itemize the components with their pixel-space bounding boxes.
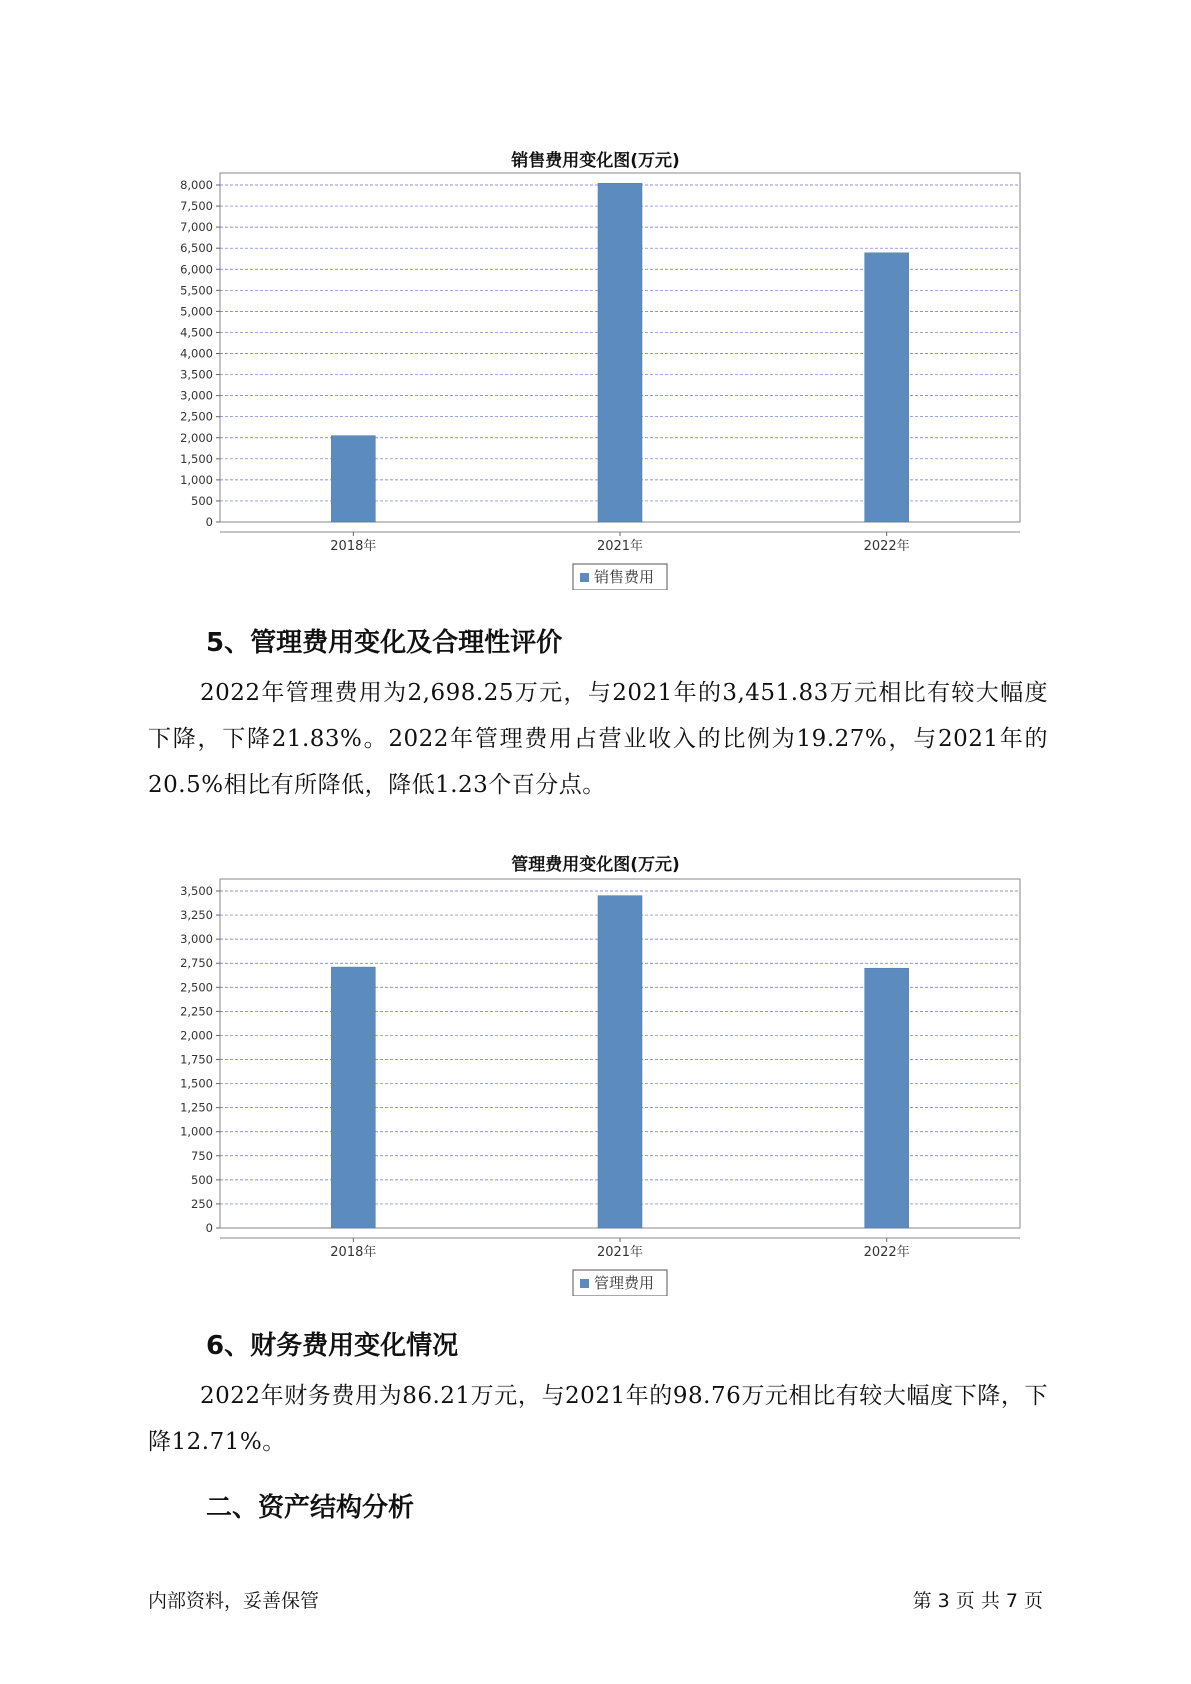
y-tick-label: 0 [205,1221,213,1235]
section-6-heading: 6、财务费用变化情况 [206,1331,459,1361]
y-tick-label: 2,000 [180,430,213,445]
footer-page-number: 第 3 页 共 7 页 [912,1590,1043,1612]
y-tick-label: 6,000 [180,262,213,277]
y-tick-label: 8,000 [180,178,213,192]
y-tick-label: 6,500 [180,241,213,256]
x-tick-label: 2021年 [596,539,644,554]
x-tick-label: 2018年 [330,1245,377,1260]
y-tick-label: 2,000 [180,1028,213,1043]
section-6-paragraph: 2022年财务费用为86.21万元，与2021年的98.76万元相比有较大幅度下降，下降12.71%。 [148,1383,1048,1455]
x-tick-label: 2021年 [596,1245,644,1260]
y-tick-label: 3,500 [180,367,213,382]
legend-label: 销售费用 [594,568,655,586]
y-tick-label: 750 [191,1148,213,1163]
bar [865,968,909,1228]
x-tick-label: 2018年 [330,539,377,554]
sales-expense-chart [150,170,1030,590]
x-tick-label: 2022年 [863,539,910,554]
legend-swatch [580,573,589,582]
bar [865,253,909,522]
x-tick-label: 2022年 [863,1245,910,1260]
y-tick-label: 250 [191,1196,213,1211]
y-tick-label: 5,000 [180,304,213,319]
section-5-paragraph: 2022年管理费用为2,698.25万元，与2021年的3,451.83万元相比有较大幅度下降，下降21.83%。2022年管理费用占营业收入的比例为19.27%，与2021年的20.5%相比有所降低，降低1.23个百分点。 [148,680,1048,798]
y-tick-label: 1,500 [180,451,213,466]
chart-title-sales-expense: 销售费用变化图(万元) [511,151,680,171]
y-tick-label: 4,500 [180,325,213,340]
legend-swatch [580,1279,589,1288]
bar [598,896,642,1228]
y-tick-label: 1,750 [180,1052,213,1067]
admin-expense-chart [150,876,1030,1296]
y-tick-label: 4,000 [180,346,213,361]
bar [331,967,375,1228]
bar [331,436,375,522]
y-tick-label: 5,500 [180,283,213,298]
y-tick-label: 7,500 [180,199,213,214]
section-two-heading: 二、资产结构分析 [206,1493,415,1523]
y-tick-label: 1,500 [180,1076,213,1091]
bar [598,183,642,522]
y-tick-label: 500 [191,1172,213,1187]
y-tick-label: 0 [205,515,213,529]
y-tick-label: 3,250 [180,908,213,923]
y-tick-label: 7,000 [180,220,213,235]
y-tick-label: 500 [191,493,213,508]
y-tick-label: 3,000 [180,388,213,403]
section-5-heading: 5、管理费用变化及合理性评价 [206,628,563,658]
chart-title-admin-expense: 管理费用变化图(万元) [511,855,680,875]
y-tick-label: 1,000 [180,472,213,487]
y-tick-label: 3,500 [180,884,213,898]
y-tick-label: 3,000 [180,932,213,947]
legend-label: 管理费用 [594,1274,655,1292]
footer-confidential: 内部资料，妥善保管 [148,1590,320,1612]
y-tick-label: 1,250 [180,1100,213,1115]
y-tick-label: 2,500 [180,409,213,424]
y-tick-label: 1,000 [180,1124,213,1139]
y-tick-label: 2,750 [180,956,213,971]
y-tick-label: 2,500 [180,980,213,995]
y-tick-label: 2,250 [180,1004,213,1019]
